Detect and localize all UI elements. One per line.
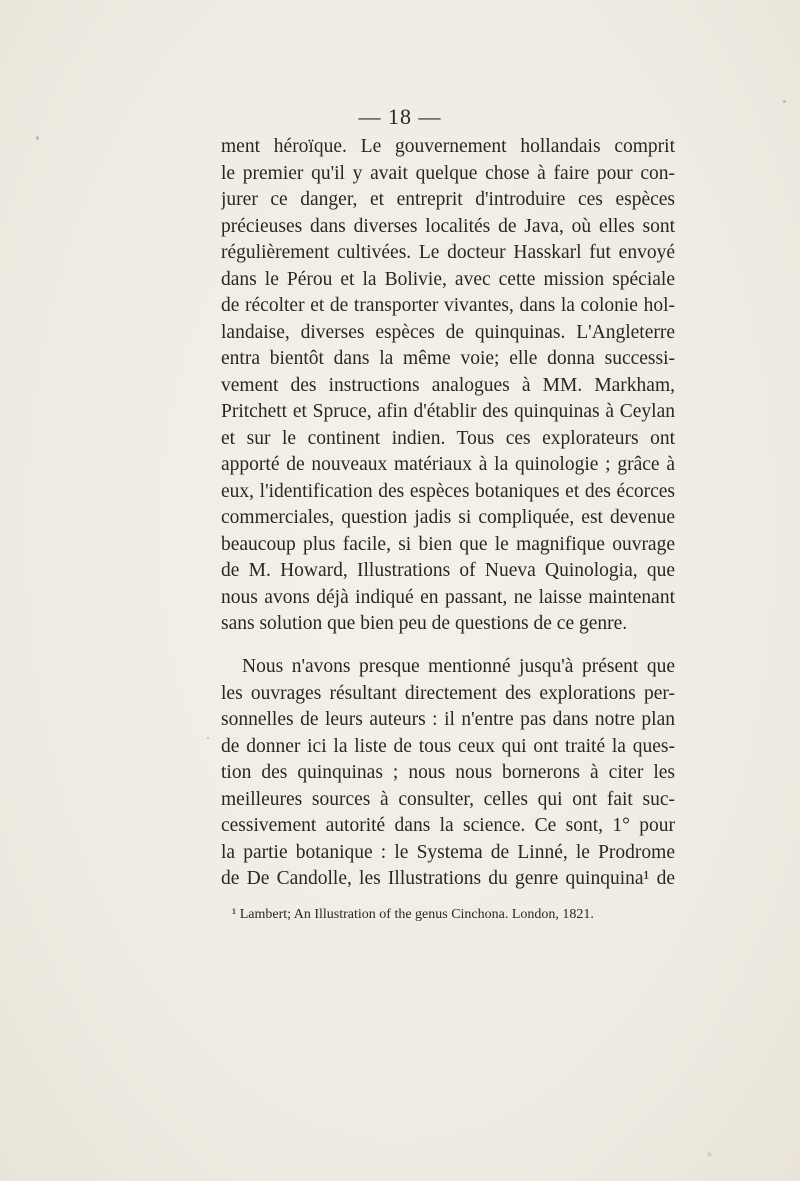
- text-line: précieuses dans diverses localités de Java, où elles sont: [221, 215, 675, 237]
- text-line: meilleures sources à consulter, celles qui ont fait suc-: [221, 788, 675, 810]
- paragraph-2: [221, 654, 675, 893]
- text-line: tion des quinquinas ; nous nous bornerons à citer les: [221, 762, 675, 783]
- footnote: ¹ Lambert; An Illustration of the genus Cinchona. London, 1821.: [232, 907, 594, 922]
- text-line: Nous n'avons presque mentionné jusqu'à présent que: [242, 656, 675, 677]
- paper-speck: [207, 737, 209, 739]
- text-line: régulièrement cultivées. Le docteur Hasskarl fut envoyé: [221, 242, 675, 263]
- text-line: eux, l'identification des espèces botaniques et des écorces: [221, 480, 675, 502]
- text-line: nous avons déjà indiqué en passant, ne laisse maintenant: [221, 586, 675, 608]
- text-line: et sur le continent indien. Tous ces explorateurs ont: [221, 427, 675, 449]
- text-line: cessivement autorité dans la science. Ce sont, 1° pour: [221, 815, 675, 836]
- page-number: — 18 —: [358, 104, 442, 129]
- text-line: jurer ce danger, et entreprit d'introduire ces espèces: [221, 189, 675, 210]
- text-line: sonnelles de leurs auteurs : il n'entre pas dans notre plan: [221, 709, 675, 730]
- text-line: de De Candolle, les Illustrations du genre quinquina¹ de: [221, 868, 675, 889]
- paper-speck: [36, 136, 39, 140]
- text-line: vement des instructions analogues à MM. Markham,: [221, 374, 675, 396]
- paper-speck: [707, 1152, 712, 1157]
- text-line: de récolter et de transporter vivantes, dans la colonie hol-: [221, 295, 675, 316]
- text-line: ment héroïque. Le gouvernement hollandais comprit: [221, 136, 675, 157]
- paragraph-1: [221, 134, 675, 638]
- text-line: de M. Howard, Illustrations of Nueva Quinologia, que: [221, 560, 675, 581]
- text-line: sans solution que bien peu de questions de ce genre.: [221, 613, 628, 634]
- text-line: apporté de nouveaux matériaux à la quinologie ; grâce à: [221, 454, 675, 475]
- text-line: commerciales, question jadis si compliquée, est devenue: [221, 507, 675, 528]
- text-line: beaucoup plus facile, si bien que le magnifique ouvrage: [221, 533, 675, 555]
- text-line: de donner ici la liste de tous ceux qui ont traité la ques-: [221, 735, 675, 757]
- text-line: landaise, diverses espèces de quinquinas. L'Angleterre: [221, 321, 675, 343]
- text-line: la partie botanique : le Systema de Linné, le Prodrome: [221, 841, 675, 863]
- text-line: Pritchett et Spruce, afin d'établir des quinquinas à Ceylan: [221, 401, 675, 422]
- paper-speck: [783, 100, 786, 103]
- text-line: dans le Pérou et la Bolivie, avec cette mission spéciale: [221, 268, 675, 290]
- text-line: les ouvrages résultant directement des explorations per-: [221, 682, 675, 704]
- text-line: entra bientôt dans la même voie; elle donna successi-: [221, 348, 675, 369]
- text-line: le premier qu'il y avait quelque chose à faire pour con-: [221, 162, 675, 184]
